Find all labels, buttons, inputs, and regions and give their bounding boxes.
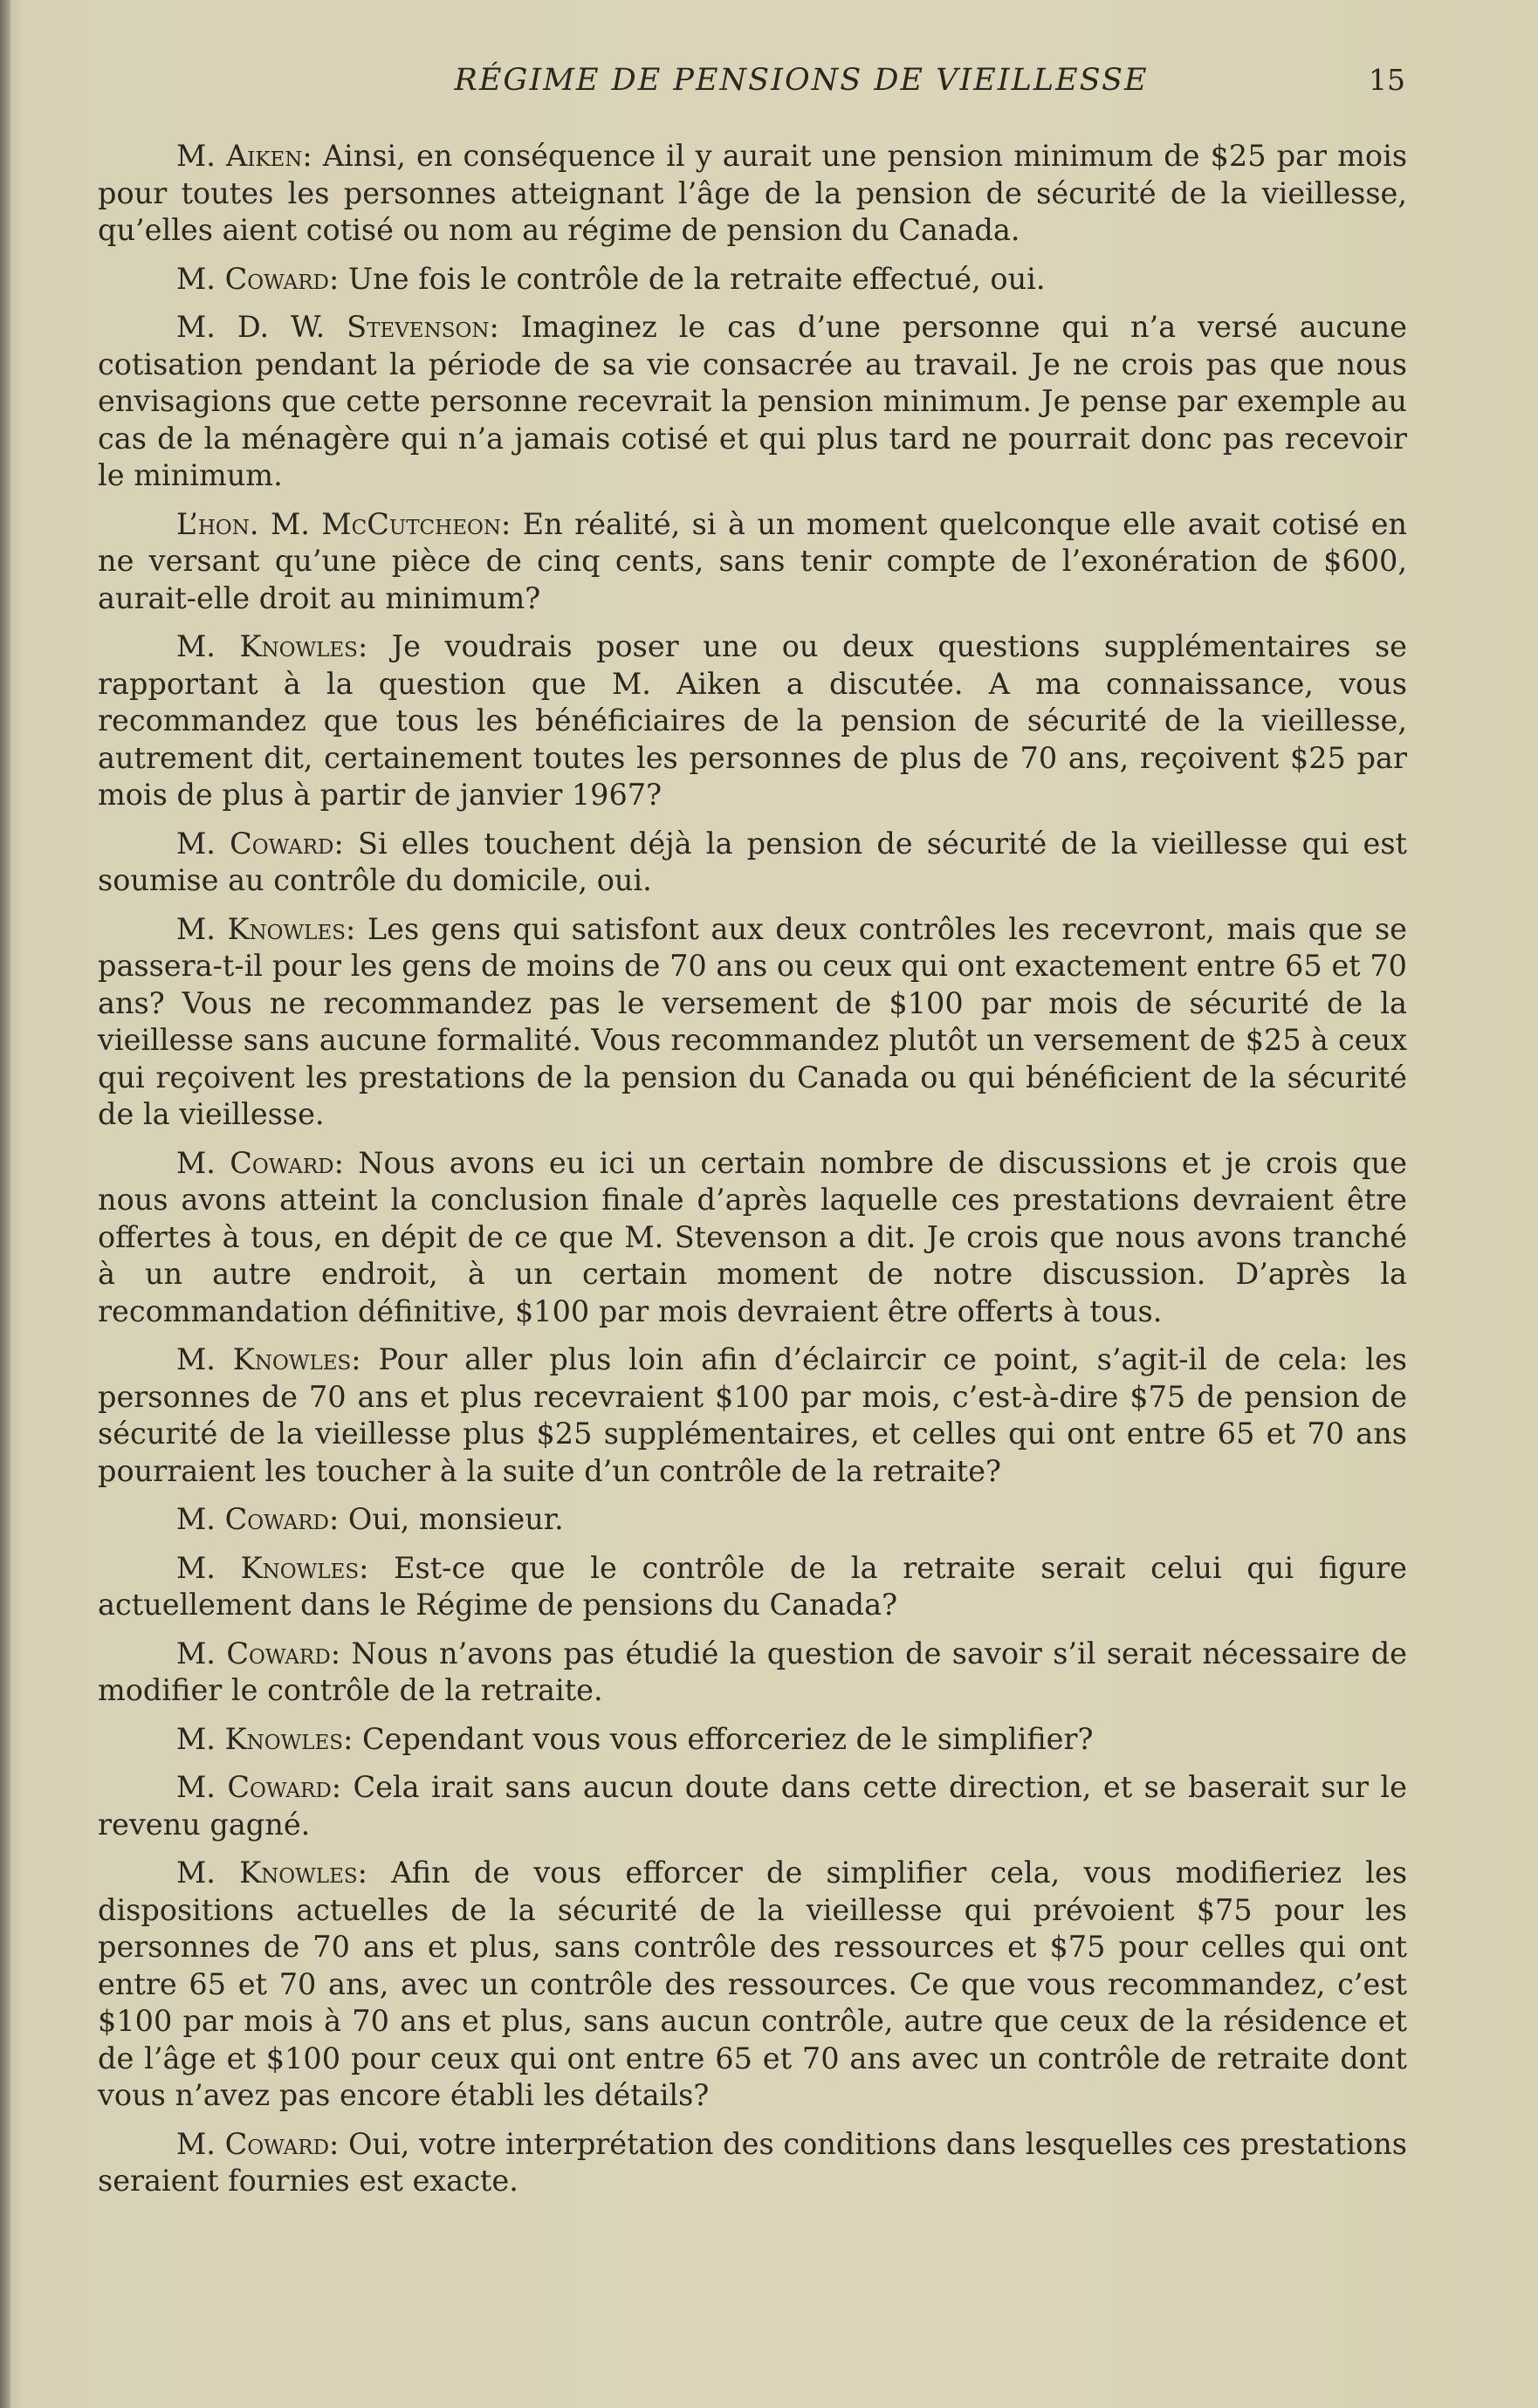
speaker-name: M. Knowles: [176,1856,367,1890]
page-body [98,138,1407,2212]
page-gutter [0,0,10,2408]
speaker-name: M. Coward: [176,1770,342,1804]
speaker-name: M. Knowles: [176,1721,354,1756]
paragraph-text: Cependant vous vous efforceriez de le simplifier? [353,1721,1094,1756]
paragraph [98,309,1407,495]
speaker-name: M. Knowles: [176,911,356,946]
paragraph-text: Pour aller plus loin afin d’éclaircir ce point, s’agit-il de cela: les personnes de 70 ans et plus recevraient $100 par mois, c’est-à-dire $75 de pension de sécurité de la vieillesse plus $25 supplémentaires, et celles qui ont entre 65 et 70 ans pourraient les toucher à la suite d’un contrôle de la retraite? [98,1342,1407,1488]
speaker-name: M. Knowles: [176,1550,369,1585]
paragraph [98,1341,1407,1490]
paragraph [98,2126,1407,2200]
paragraph-text: Nous n’avons pas étudié la question de savoir s’il serait nécessaire de modifier le contrôle de la retraite. [98,1636,1407,1707]
paragraph-text: Si elles touchent déjà la pension de sécurité de la vieillesse qui est soumise au contrôle du domicile, oui. [98,826,1407,897]
speaker-name: M. Coward: [176,1145,344,1180]
paragraph [98,1145,1407,1331]
paragraph-text: Imaginez le cas d’une personne qui n’a versé aucune cotisation pendant la période de sa vie consacrée au travail. Je ne crois pas que nous envisagions que cette personne recevrait la pension minimum. Je pense par exemple au cas de la ménagère qui n’a jamais cotisé et qui plus tard ne pourrait donc pas recevoir le minimum. [98,310,1407,492]
page-number: 15 [1369,63,1405,97]
page-header [96,63,1405,106]
paragraph [98,628,1407,814]
speaker-name: M. Coward: [176,261,340,296]
paragraph [98,1501,1407,1539]
paragraph [98,1721,1407,1759]
paragraph [98,1636,1407,1710]
paragraph-text: Afin de vous efforcer de simplifier cela, vous modifieriez les dispositions actuelles de la sécurité de la vieillesse qui prévoient $75 pour les personnes de 70 ans et plus, sans contrôle des ressources et $75 pour celles qui ont entre 65 et 70 ans, avec un contrôle des ressources. Ce que vous recommandez, c’est $100 par mois à 70 ans et plus, sans aucun contrôle, autre que ceux de la résidence et de l’âge et $100 pour ceux qui ont entre 65 et 70 ans avec un contrôle de retraite dont vous n’avez pas encore établi les détails? [98,1856,1408,2112]
speaker-name: M. Coward: [176,2126,340,2161]
running-title: RÉGIME DE PENSIONS DE VIEILLESSE [454,63,1149,98]
paragraph-text: Ainsi, en conséquence il y aurait une pension minimum de $25 par mois pour toutes les personnes atteignant l’âge de la pension de sécurité de la vieillesse, qu’elles aient cotisé ou nom au régime de pension du Canada. [98,139,1408,247]
paragraph [98,261,1407,298]
speaker-name: M. Coward: [176,1502,340,1536]
paragraph-text: Une fois le contrôle de la retraite effectué, oui. [339,261,1046,296]
paragraph [98,826,1407,900]
speaker-name: M. Aiken: [176,139,312,173]
paragraph [98,1855,1407,2115]
speaker-name: L’hon. M. McCutcheon: [176,506,512,541]
paragraph-text: En réalité, si à un moment quelconque elle avait cotisé en ne versant qu’une pièce de cinq cents, sans tenir compte de l’exonération de $600, aurait-elle droit au minimum? [98,506,1407,615]
speaker-name: M. D. W. Stevenson: [176,310,499,344]
speaker-name: M. Coward: [176,826,344,861]
paragraph [98,911,1407,1134]
paragraph-text: Je voudrais poser une ou deux questions supplémentaires se rapportant à la question que M. Aiken a discutée. A ma connaissance, vous recommandez que tous les bénéficiaires de la pension de sécurité de la vieillesse, autrement dit, certainement toutes les personnes de plus de 70 ans, reçoivent $25 par mois de plus à partir de janvier 1967? [98,629,1407,812]
paragraph [98,138,1407,250]
paragraph [98,506,1407,618]
speaker-name: M. Knowles: [176,1342,361,1376]
paragraph-text: Oui, votre interprétation des conditions dans lesquelles ces prestations seraient fournies est exacte. [98,2126,1407,2198]
paragraph-text: Les gens qui satisfont aux deux contrôles les recevront, mais que se passera-t-il pour les gens de moins de 70 ans ou ceux qui ont exactement entre 65 et 70 ans? Vous ne recommandez pas le versement de $100 par mois de sécurité de la vieillesse sans aucune formalité. Vous recommandez plutôt un versement de $25 à ceux qui reçoivent les prestations de la pension du Canada ou qui bénéficient de la sécurité de la vieillesse. [98,911,1407,1131]
speaker-name: M. Knowles: [176,629,368,663]
paragraph [98,1550,1407,1624]
paragraph-text: Cela irait sans aucun doute dans cette direction, et se baserait sur le revenu gagné. [98,1770,1407,1842]
paragraph-text: Est-ce que le contrôle de la retraite serait celui qui figure actuellement dans le Régime de pensions du Canada? [98,1550,1407,1622]
speaker-name: M. Coward: [176,1636,340,1671]
paragraph-text: Oui, monsieur. [339,1502,564,1536]
paragraph [98,1769,1407,1843]
paragraph-text: Nous avons eu ici un certain nombre de discussions et je crois que nous avons atteint la conclusion finale d’après laquelle ces prestations devraient être offertes à tous, en dépit de ce que M. Stevenson a dit. Je crois que nous avons tranché à un autre endroit, à un certain moment de notre discussion. D’après la recommandation définitive, $100 par mois devraient être offerts à tous. [98,1145,1407,1328]
